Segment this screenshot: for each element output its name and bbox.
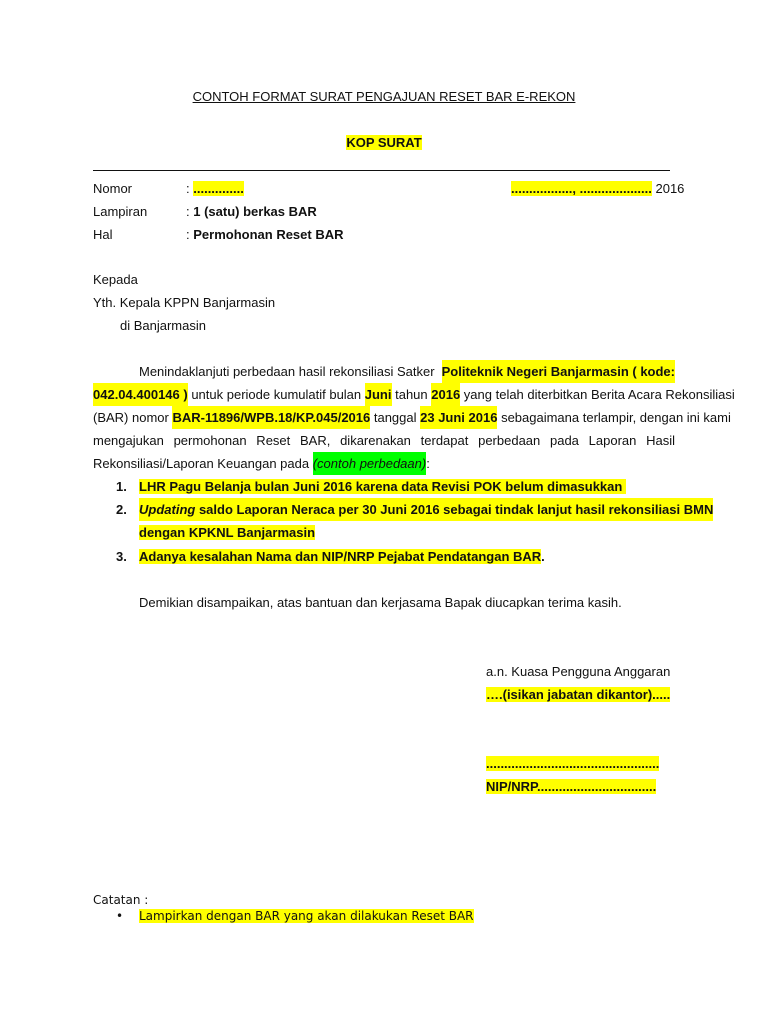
- list-item-1: [93, 475, 675, 498]
- document-title: CONTOH FORMAT SURAT PENGAJUAN RESET BAR E-REKON: [192, 89, 576, 104]
- list-text-3-wrap: [139, 545, 675, 568]
- closing-text: Demikian disampaikan, atas bantuan dan kerjasama Bapak diucapkan terima kasih.: [139, 595, 622, 610]
- p1-terlampir: sebagaimana terlampir, dengan ini kami: [497, 410, 731, 425]
- kop-surat-label: [0, 135, 768, 151]
- list-text-3: Adanya kesalahan Nama dan NIP/NRP Pejabat Pendatangan BAR: [139, 549, 542, 564]
- nomor-colon: :: [186, 181, 190, 196]
- place-date: [511, 181, 684, 197]
- bar-number: BAR-11896/WPB.18/KP.045/2016: [172, 406, 370, 429]
- signature-nip-wrap: [486, 779, 656, 795]
- signature-jabatan-wrap: [486, 687, 670, 703]
- contoh-perbedaan: (contoh perbedaan): [313, 452, 426, 475]
- kop-surat-text: KOP SURAT: [346, 135, 422, 150]
- lampiran-value: [186, 204, 317, 220]
- paragraph-line-5: [93, 452, 675, 475]
- lampiran-text: 1 (satu) berkas BAR: [193, 204, 317, 219]
- yth-text: Yth. Kepala KPPN Banjarmasin: [93, 295, 276, 310]
- paragraph-line-1: [93, 360, 675, 383]
- nomor-label: Nomor: [93, 181, 133, 196]
- kepada-text: Kepada: [93, 272, 138, 287]
- list-number-2: 2.: [116, 502, 127, 517]
- list-text-2-line-1: [139, 498, 714, 521]
- main-paragraph: [93, 360, 735, 475]
- p1-tahun-label: tahun: [391, 387, 432, 402]
- note-bullet: •: [116, 909, 124, 923]
- hal-label: Hal: [93, 227, 113, 242]
- bulan-value: Juni: [365, 383, 392, 406]
- p1-colon: :: [426, 456, 430, 471]
- header-divider: [93, 170, 670, 171]
- bar-date: 23 Juni 2016: [420, 406, 497, 429]
- paragraph-line-2: [93, 383, 735, 406]
- list-text-3-tail: .: [541, 549, 545, 564]
- paragraph-line-3: [93, 406, 731, 429]
- list-text-1-wrap: [139, 475, 675, 498]
- p1-tanggal-label: tanggal: [370, 410, 421, 425]
- p1-bar-text: yang telah diterbitkan Berita Acara Rekonsiliasi: [460, 387, 735, 402]
- list-text-2: [139, 498, 714, 544]
- lampiran-label: Lampiran: [93, 204, 148, 219]
- list-text-2b: dengan KPKNL Banjarmasin: [139, 525, 316, 540]
- list-item-3: [93, 545, 675, 568]
- updating-word: Updating: [139, 502, 196, 517]
- signature-name-line: ................................................: [486, 756, 660, 771]
- hal-text: Permohonan Reset BAR: [193, 227, 344, 242]
- nomor-placeholder: ..............: [193, 181, 244, 196]
- note-item-wrap: [139, 908, 474, 924]
- satker-kode: 042.04.400146 ): [93, 383, 188, 406]
- p1-periode: untuk periode kumulatif bulan: [187, 387, 365, 402]
- lampiran-colon: :: [186, 204, 190, 219]
- nomor-value: [186, 181, 244, 197]
- satker-name: Politeknik Negeri Banjarmasin ( kode:: [442, 360, 675, 383]
- signature-name-wrap: [486, 756, 659, 772]
- list-number-1: 1.: [116, 479, 127, 494]
- p1-nomor-label: (BAR) nomor: [93, 410, 173, 425]
- year-text: 2016: [651, 181, 685, 196]
- place-date-placeholder: ................., ....................: [511, 181, 652, 196]
- p1-intro: Menindaklanjuti perbedaan hasil rekonsiliasi Satker: [139, 364, 435, 379]
- list-item-2: [93, 498, 714, 544]
- paragraph-line-4: mengajukan permohonan Reset BAR, dikarenakan terdapat perbedaan pada Laporan Hasil: [93, 433, 675, 448]
- di-text: di Banjarmasin: [120, 318, 206, 333]
- signature-nip: NIP/NRP.................................: [486, 779, 657, 794]
- hal-value: [186, 227, 344, 243]
- signature-an: a.n. Kuasa Pengguna Anggaran: [486, 664, 671, 679]
- signature-jabatan: ….(isikan jabatan dikantor).....: [486, 687, 671, 702]
- list-number-3: 3.: [116, 549, 127, 564]
- list-text-1: LHR Pagu Belanja bulan Juni 2016 karena data Revisi POK belum dimasukkan: [139, 479, 626, 494]
- list-text-2a: saldo Laporan Neraca per 30 Juni 2016 sebagai tindak lanjut hasil rekonsiliasi BMN: [195, 502, 714, 517]
- hal-colon: :: [186, 227, 190, 242]
- tahun-value: 2016: [431, 383, 460, 406]
- note-label: Catatan :: [93, 893, 149, 907]
- p1-rekonsiliasi: Rekonsiliasi/Laporan Keuangan pada: [93, 456, 313, 471]
- note-item: Lampirkan dengan BAR yang akan dilakukan Reset BAR: [139, 909, 474, 923]
- list-text-2-line-2: [139, 521, 675, 544]
